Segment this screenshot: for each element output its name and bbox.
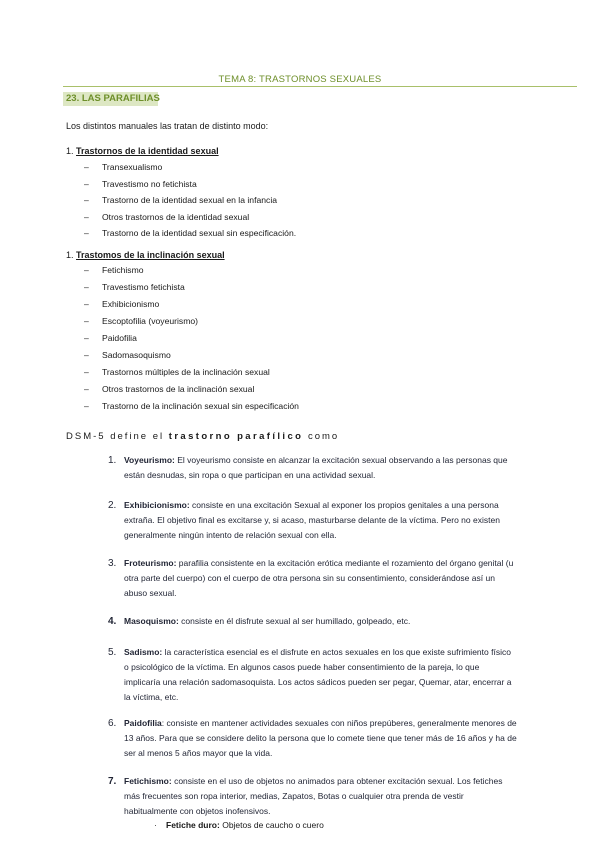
dsm-suffix: como	[307, 431, 340, 442]
definition-text: la característica esencial es el disfrute en actos sexuales en los que existe sufrimiento físico o psicológico de la víctima. En algunos casos puede haber consentimiento de la pareja, lo que implicaría una relación sadomasoquista. Los actos sádicos pueden ser pegar, Quemar, atar, encerrar a la víctima, etc.	[124, 647, 512, 702]
list-item: – Travestismo fetichista	[84, 282, 299, 299]
definition-item	[108, 498, 518, 543]
definition-item	[108, 453, 518, 483]
list-heading-text: Trastornos de la identidad sexual	[76, 146, 219, 156]
list-heading-inclination	[66, 250, 225, 260]
definition-number: 3.	[108, 558, 117, 569]
list-item: – Trastornos múltiples de la inclinación sexual	[84, 367, 299, 384]
definition-item	[108, 614, 518, 629]
list-item: – Paidofilia	[84, 333, 299, 350]
definition-text: parafilia consistente en la excitación erótica mediante el rozamiento del órgano genital (u otra parte del cuerpo) con el cuerpo de otra persona sin su consentimiento, considerándose así un abuso sexual.	[124, 558, 514, 598]
definition-item	[108, 556, 518, 601]
list-item: – Trastorno de la identidad sexual en la infancia	[84, 195, 296, 212]
list-item: – Sadomasoquismo	[84, 350, 299, 367]
definition-term: Fetichismo:	[124, 776, 172, 786]
header-divider	[63, 86, 577, 87]
dsm-definition-intro	[66, 431, 339, 442]
list-item: – Trastorno de la identidad sexual sin especificación.	[84, 228, 296, 245]
list-heading-text: Trastomos de la inclinación sexual	[76, 250, 225, 260]
list-number: 1.	[66, 146, 74, 156]
dsm-bold-term: trastorno parafílico	[168, 431, 304, 442]
intro-paragraph: Los distintos manuales las tratan de distinto modo:	[66, 121, 269, 131]
list-item: – Otros trastornos de la identidad sexual	[84, 212, 296, 229]
definition-number: 1.	[108, 455, 117, 466]
list-number: 1.	[66, 250, 74, 260]
definition-text: El voyeurismo consiste en alcanzar la excitación sexual observando a las personas que están desnudas, sin ropa o que participan en una actividad sexual.	[124, 455, 508, 480]
list-item: – Exhibicionismo	[84, 299, 299, 316]
definition-term: Froteurismo:	[124, 558, 177, 568]
list-heading-identity	[66, 146, 219, 156]
section-title: 23. LAS PARAFILIAS	[66, 93, 160, 104]
definition-term: Masoquismo:	[124, 616, 179, 626]
definition-term: Voyeurismo:	[124, 455, 175, 465]
dsm-prefix: DSM-5	[66, 431, 106, 442]
definition-term: Paidofilia	[124, 718, 162, 728]
definition-term: Exhibicionismo:	[124, 500, 190, 510]
definition-item	[108, 716, 518, 761]
list-item: – Otros trastornos de la inclinación sexual	[84, 384, 299, 401]
list-item: – Fetichismo	[84, 265, 299, 282]
definition-number: 5.	[108, 647, 117, 658]
definition-number: 2.	[108, 500, 117, 511]
definition-item	[108, 645, 518, 705]
list-item: – Travestismo no fetichista	[84, 179, 296, 196]
inclination-disorders-list	[84, 265, 299, 418]
definition-number: 6.	[108, 718, 117, 729]
definition-term: Sadismo:	[124, 647, 163, 657]
definition-text: consiste en él disfrute sexual al ser humillado, golpeado, etc.	[178, 616, 411, 626]
bullet-dot: ·	[154, 820, 157, 830]
definition-text: consiste en el uso de objetos no animados para obtener excitación sexual. Los fetiches más frecuentes son ropa interior, medias, Zapatos, Botas o cualquier otra prenda de vestir habitualmente con objetos inofensivos.	[124, 776, 503, 816]
definition-text: : consiste en mantener actividades sexuales con niños prepúberes, generalmente menores de 13 años. Para que se considere delito la persona que lo comete tiene que tener más de 16 años y ha de ser al menos 5 años mayor que la vida.	[124, 718, 517, 758]
definition-number: 7.	[108, 776, 117, 787]
definition-number: 4.	[108, 616, 117, 627]
document-header-title: TEMA 8: TRASTORNOS SEXUALES	[218, 74, 382, 85]
identity-disorders-list	[84, 162, 296, 245]
definition-item	[108, 774, 518, 819]
subitem-term: Fetiche duro:	[166, 820, 220, 830]
list-item: – Escoptofilia (voyeurismo)	[84, 316, 299, 333]
fetish-subitem	[154, 820, 324, 830]
list-item: – Transexualismo	[84, 162, 296, 179]
dsm-middle: define el	[110, 431, 165, 442]
list-item: – Trastorno de la inclinación sexual sin especificación	[84, 401, 299, 418]
definition-text: consiste en una excitación Sexual al exponer los propios genitales a una persona extraña. El objetivo final es excitarse y, si acaso, masturbarse delante de la víctima. Pero no existen generalmente ningún intento de relación sexual con ella.	[124, 500, 500, 540]
subitem-text: Objetos de caucho o cuero	[219, 820, 324, 830]
